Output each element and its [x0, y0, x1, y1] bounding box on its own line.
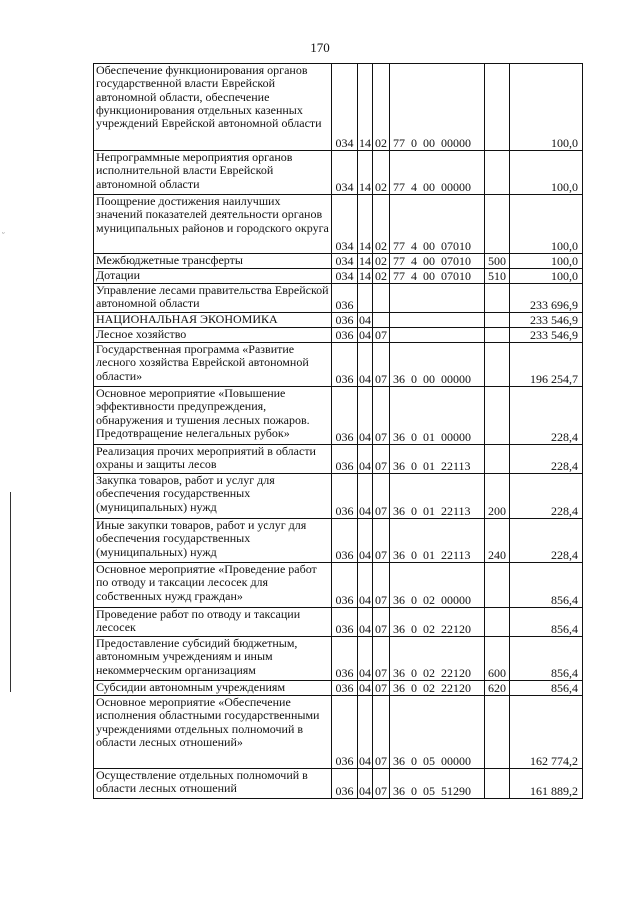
cell-vr: [485, 151, 510, 195]
cell-vr: [485, 64, 510, 151]
margin-mark: ᵕ: [2, 228, 5, 238]
cell-name: Предоставление субсидий бюджетным, автономным учреждениям и иным некоммерческим организациям: [94, 637, 332, 681]
cell-ved: 036: [332, 284, 358, 313]
cell-name: Межбюджетные трансферты: [94, 254, 332, 269]
cell-csr: 36 0 02 00000: [390, 563, 485, 608]
cell-rz: 04: [358, 445, 373, 474]
cell-ved: 034: [332, 151, 358, 195]
cell-ved: 034: [332, 195, 358, 254]
cell-ved: 034: [332, 254, 358, 269]
cell-name: НАЦИОНАЛЬНАЯ ЭКОНОМИКА: [94, 313, 332, 328]
cell-ved: 036: [332, 519, 358, 563]
cell-csr: 77 4 00 00000: [390, 151, 485, 195]
cell-name: Непрограммные мероприятия органов исполнительной власти Еврейской автономной области: [94, 151, 332, 195]
table-row: [94, 637, 583, 681]
cell-sum: 196 254,7: [510, 343, 583, 387]
cell-rz: 14: [358, 195, 373, 254]
table-row: [94, 64, 583, 151]
cell-ved: 036: [332, 563, 358, 608]
cell-vr: 600: [485, 637, 510, 681]
cell-rz: 04: [358, 387, 373, 445]
cell-ved: 036: [332, 313, 358, 328]
cell-rz: 14: [359, 268, 371, 283]
cell-vr: [485, 387, 510, 445]
cell-vr: [485, 608, 510, 637]
cell-vr: [485, 563, 510, 608]
cell-ved: 036: [332, 387, 358, 445]
cell-pr: 07: [373, 637, 390, 681]
table-row: [94, 519, 583, 563]
cell-pr: 07: [373, 769, 390, 799]
table-row: [94, 284, 583, 313]
cell-pr: 07: [373, 445, 390, 474]
cell-name: Лесное хозяйство: [94, 328, 332, 343]
cell-pr: 07: [373, 387, 390, 445]
cell-pr: 07: [373, 328, 390, 343]
cell-sum: 856,4: [510, 681, 583, 696]
cell-name: Осуществление отдельных полномочий в области лесных отношений: [94, 769, 332, 799]
cell-rz: 04: [358, 343, 373, 387]
cell-name: Обеспечение функционирования органов государственной власти Еврейской автономной области, обеспечение функционирования отдельных казенных учреждений Еврейской автономной области: [94, 64, 332, 151]
cell-pr: 07: [373, 696, 390, 769]
cell-vr: [485, 328, 510, 343]
cell-rz: 14: [358, 151, 373, 195]
cell-sum: 228,4: [510, 519, 583, 563]
cell-sum: 233 546,9: [510, 328, 583, 343]
cell-ved: 036: [332, 328, 358, 343]
cell-csr: [390, 313, 485, 328]
cell-name: Государственная программа «Развитие лесного хозяйства Еврейской автономной области»: [94, 343, 332, 387]
cell-name: Основное мероприятие «Повышение эффективности предупреждения, обнаружения и тушения лесных пожаров. Предотвращение нелегальных рубок»: [94, 387, 332, 445]
table-row: [94, 696, 583, 769]
table-row: [94, 254, 583, 269]
cell-csr: 36 0 01 22113: [390, 474, 485, 519]
cell-name: Основное мероприятие «Обеспечение исполнения областными государственными учреждениями отдельных полномочий в области лесных отношений»: [94, 696, 332, 769]
table-row: [94, 151, 583, 195]
cell-vr: 620: [485, 681, 510, 696]
table-row: [94, 474, 583, 519]
cell-sum: 228,4: [510, 474, 583, 519]
cell-pr: [373, 284, 390, 313]
cell-csr: 77 4 00 07010: [390, 254, 485, 269]
cell-ved: 036: [332, 445, 358, 474]
cell-vr: [485, 696, 510, 769]
cell-pr: 02: [373, 151, 390, 195]
cell-vr: 240: [485, 519, 510, 563]
cell-rz: 04: [358, 769, 373, 799]
cell-rz: [358, 284, 373, 313]
cell-name: Основное мероприятие «Проведение работ по отводу и таксации лесосек для собственных нужд граждан»: [94, 563, 332, 608]
cell-rz: 04: [358, 608, 373, 637]
cell-sum: 161 889,2: [510, 769, 583, 799]
cell-name: Закупка товаров, работ и услуг для обеспечения государственных (муниципальных) нужд: [94, 474, 332, 519]
table-row: [94, 608, 583, 637]
cell-sum: 100,0: [510, 151, 583, 195]
cell-pr: 07: [373, 343, 390, 387]
cell-name: Иные закупки товаров, работ и услуг для обеспечения государственных (муниципальных) нужд: [94, 519, 332, 563]
cell-vr: [485, 284, 510, 313]
cell-csr: 36 0 01 22113: [390, 519, 485, 563]
cell-ved: 036: [332, 696, 358, 769]
cell-ved: 036: [332, 637, 358, 681]
cell-csr: 36 0 02 22120: [390, 637, 485, 681]
cell-pr: 02: [373, 254, 390, 269]
cell-rz: 14: [359, 253, 371, 268]
cell-csr: 36 0 02 22120: [390, 608, 485, 637]
cell-name: Проведение работ по отводу и таксации лесосек: [94, 608, 332, 637]
cell-ved: 036: [332, 769, 358, 799]
table-row: [94, 563, 583, 608]
cell-vr: [485, 445, 510, 474]
cell-csr: 36 0 01 22113: [390, 445, 485, 474]
cell-sum: 233 546,9: [510, 313, 583, 328]
table-row: [94, 769, 583, 799]
cell-csr: 36 0 00 00000: [390, 343, 485, 387]
cell-rz: 04: [359, 680, 371, 695]
cell-name: Субсидии автономным учреждениям: [94, 681, 332, 696]
cell-sum: 856,4: [510, 563, 583, 608]
cell-ved: 034: [332, 64, 358, 151]
cell-csr: 36 0 02 22120: [390, 681, 485, 696]
budget-table: [93, 63, 583, 799]
page-number: 170: [310, 40, 330, 55]
cell-pr: 07: [373, 474, 390, 519]
cell-sum: 228,4: [510, 445, 583, 474]
table-row: [94, 343, 583, 387]
cell-csr: [390, 284, 485, 313]
cell-rz: 04: [359, 312, 371, 327]
table-row: [94, 445, 583, 474]
cell-sum: 100,0: [510, 269, 583, 284]
cell-vr: 200: [485, 474, 510, 519]
cell-pr: 07: [373, 681, 390, 696]
cell-rz: 14: [358, 64, 373, 151]
cell-csr: 77 0 00 00000: [390, 64, 485, 151]
cell-rz: 04: [358, 519, 373, 563]
cell-csr: 36 0 05 51290: [390, 769, 485, 799]
cell-name: Реализация прочих мероприятий в области охраны и защиты лесов: [94, 445, 332, 474]
cell-vr: [485, 195, 510, 254]
cell-sum: 856,4: [510, 608, 583, 637]
cell-pr: 07: [373, 563, 390, 608]
cell-sum: 233 696,9: [510, 284, 583, 313]
cell-sum: 856,4: [510, 637, 583, 681]
cell-ved: 036: [332, 608, 358, 637]
cell-pr: [373, 313, 390, 328]
cell-pr: 07: [373, 519, 390, 563]
table-row: [94, 387, 583, 445]
cell-rz: 04: [359, 327, 371, 342]
cell-vr: [485, 769, 510, 799]
cell-sum: 162 774,2: [510, 696, 583, 769]
table-row: [94, 313, 583, 328]
budget-table-body: [94, 64, 583, 799]
cell-name: Управление лесами правительства Еврейской автономной области: [94, 284, 332, 313]
cell-sum: 100,0: [510, 195, 583, 254]
cell-csr: 36 0 01 00000: [390, 387, 485, 445]
table-row: [94, 681, 583, 696]
cell-name: Поощрение достижения наилучших значений показателей деятельности органов муниципальных районов и городского округа: [94, 195, 332, 254]
margin-line: [10, 492, 11, 692]
cell-vr: [485, 313, 510, 328]
cell-csr: 77 4 00 07010: [390, 269, 485, 284]
cell-name: Дотации: [94, 269, 332, 284]
cell-rz: 04: [358, 474, 373, 519]
table-row: [94, 195, 583, 254]
cell-vr: 500: [485, 254, 510, 269]
cell-pr: 02: [373, 195, 390, 254]
cell-ved: 036: [332, 681, 358, 696]
cell-pr: 02: [373, 64, 390, 151]
cell-sum: 100,0: [510, 254, 583, 269]
cell-rz: 04: [358, 563, 373, 608]
table-row: [94, 328, 583, 343]
cell-csr: [390, 328, 485, 343]
cell-csr: 77 4 00 07010: [390, 195, 485, 254]
cell-rz: 04: [358, 696, 373, 769]
cell-ved: 034: [332, 269, 358, 284]
cell-csr: 36 0 05 00000: [390, 696, 485, 769]
cell-rz: 04: [358, 637, 373, 681]
cell-ved: 036: [332, 343, 358, 387]
cell-pr: 07: [373, 608, 390, 637]
cell-sum: 228,4: [510, 387, 583, 445]
cell-pr: 02: [373, 269, 390, 284]
cell-sum: 100,0: [510, 64, 583, 151]
cell-vr: [485, 343, 510, 387]
table-row: [94, 269, 583, 284]
cell-ved: 036: [332, 474, 358, 519]
cell-vr: 510: [485, 269, 510, 284]
